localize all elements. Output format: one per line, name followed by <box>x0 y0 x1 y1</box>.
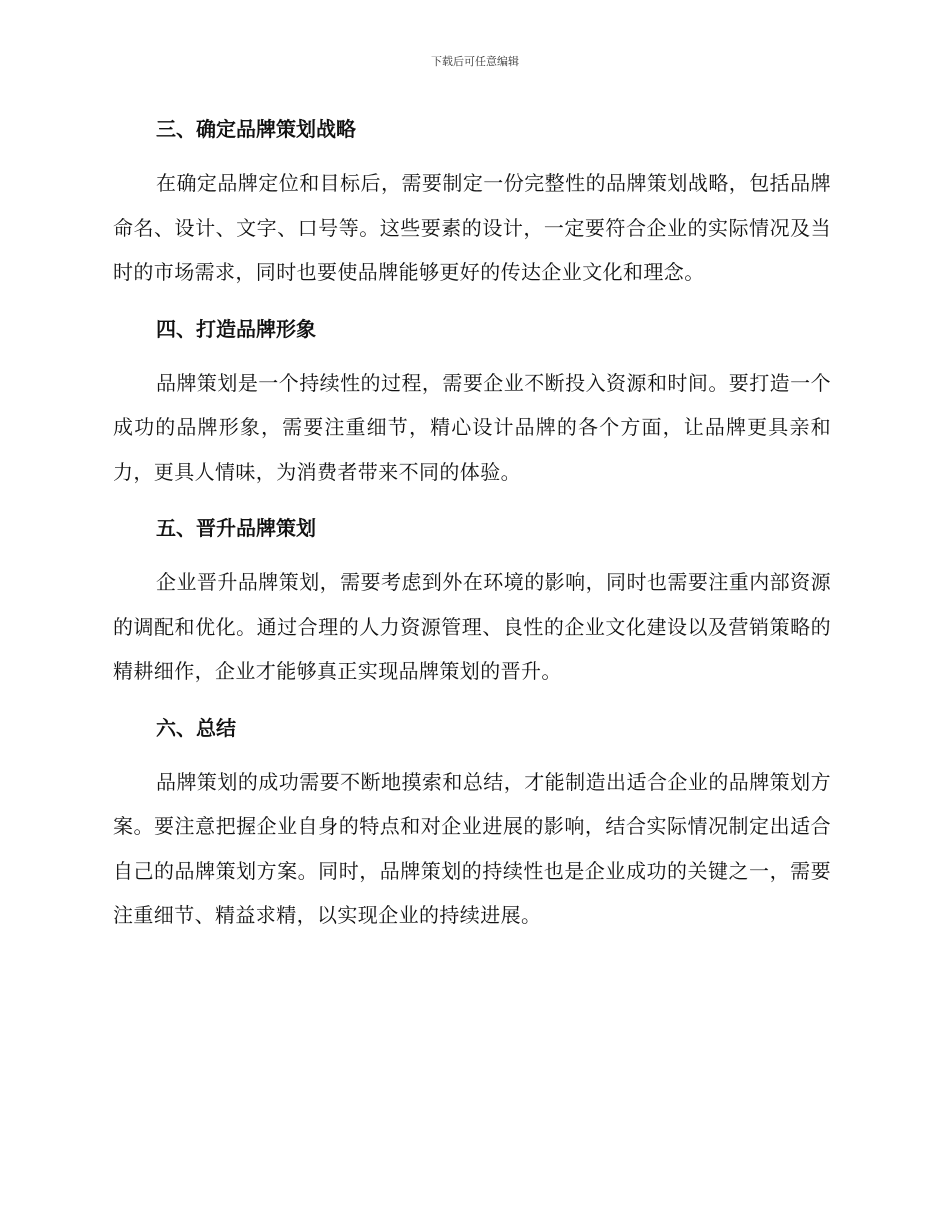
section-heading: 六、总结 <box>156 715 236 740</box>
section-paragraph: 企业晋升品牌策划，需要考虑到外在环境的影响，同时也需要注重内部资源的调配和优化。通过合理的人力资源管理、良性的企业文化建设以及营销策略的精耕细作，企业才能够真正实现品牌策划的晋升。 <box>113 570 831 683</box>
document-body <box>113 107 831 950</box>
section-paragraph: 品牌策划是一个持续性的过程，需要企业不断投入资源和时间。要打造一个成功的品牌形象，需要注重细节，精心设计品牌的各个方面，让品牌更具亲和力，更具人情味，为消费者带来不同的体验。 <box>113 370 831 484</box>
section-paragraph: 品牌策划的成功需要不断地摸索和总结，才能制造出适合企业的品牌策划方案。要注意把握企业自身的特点和对企业进展的影响，结合实际情况制定出适合自己的品牌策划方案。同时，品牌策划的持续性也是企业成功的关键之一，需要注重细节、精益求精，以实现企业的持续进展。 <box>113 769 831 927</box>
section-heading: 四、打造品牌形象 <box>156 316 316 341</box>
page-header-note: 下载后可任意编辑 <box>431 55 519 68</box>
section-heading: 五、晋升品牌策划 <box>156 516 316 540</box>
section-heading: 三、确定品牌策划战略 <box>156 117 356 141</box>
section-paragraph: 在确定品牌定位和目标后，需要制定一份完整性的品牌策划战略，包括品牌命名、设计、文字、口号等。这些要素的设计，一定要符合企业的实际情况及当时的市场需求，同时也要使品牌能够更好的传达企业文化和理念。 <box>113 171 831 284</box>
